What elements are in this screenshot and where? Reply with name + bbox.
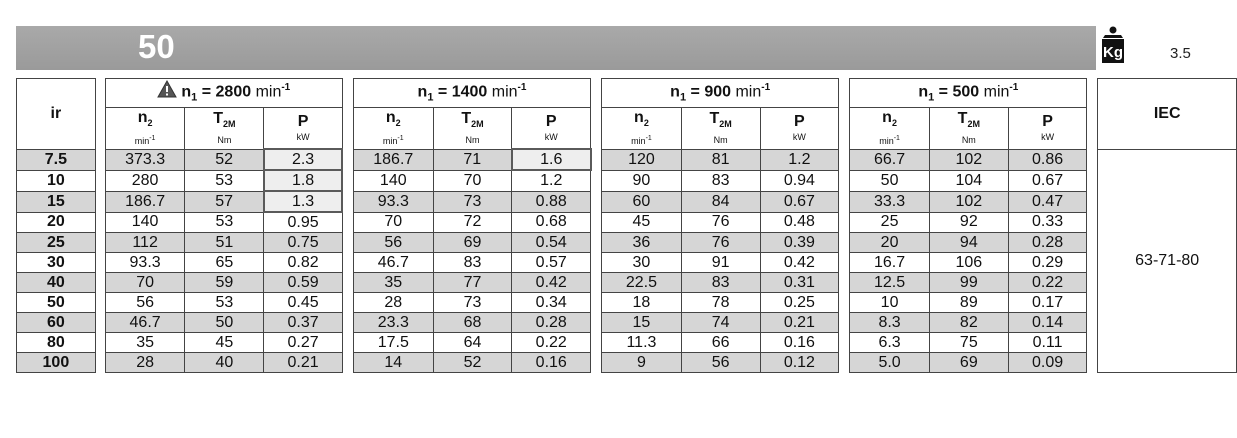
power-cell: 0.94 [760, 170, 839, 191]
power-cell: 0.28 [1008, 233, 1087, 253]
power-cell: 1.3 [264, 191, 343, 212]
n2-cell: 17.5 [353, 333, 433, 353]
n2-cell: 56 [105, 293, 185, 313]
n2-cell: 186.7 [353, 149, 433, 170]
torque-cell: 56 [681, 353, 760, 373]
torque-cell: 68 [433, 313, 512, 333]
n2-header: $n_2$ $\min^{-1}$ [602, 107, 682, 149]
power-cell: 0.12 [760, 353, 839, 373]
speed-group-header: $n_1 = 500$ $\min^{-1}$ [850, 79, 1087, 108]
power-cell: 0.11 [1008, 333, 1087, 353]
n2-cell: 11.3 [602, 333, 682, 353]
n2-cell: 18 [602, 293, 682, 313]
weight-value: 3.5 [1170, 45, 1191, 62]
torque-cell: 64 [433, 333, 512, 353]
torque-cell: 53 [185, 170, 264, 191]
torque-cell: 104 [929, 170, 1008, 191]
title-banner [16, 26, 1096, 70]
torque-cell: 71 [433, 149, 512, 170]
n2-cell: 28 [105, 353, 185, 373]
torque-cell: 78 [681, 293, 760, 313]
power-cell: 1.6 [512, 149, 591, 170]
power-cell: 2.3 [264, 149, 343, 170]
n2-cell: 14 [353, 353, 433, 373]
torque-cell: 51 [185, 233, 264, 253]
power-cell: 0.27 [264, 333, 343, 353]
power-cell: 0.25 [760, 293, 839, 313]
n2-cell: 46.7 [105, 313, 185, 333]
power-header: P kW [760, 107, 839, 149]
svg-text:Kg: Kg [1103, 44, 1123, 61]
speed-group-header: $n_1 = 2800$ $\min^{-1}$ [105, 79, 342, 108]
n2-cell: 45 [602, 212, 682, 233]
warning-icon [157, 80, 177, 98]
n2-cell: 6.3 [850, 333, 930, 353]
torque-cell: 102 [929, 149, 1008, 170]
n2-cell: 56 [353, 233, 433, 253]
ratio-cell: 25 [17, 233, 96, 253]
n2-cell: 186.7 [105, 191, 185, 212]
power-cell: 0.33 [1008, 212, 1087, 233]
power-cell: 0.48 [760, 212, 839, 233]
torque-cell: 65 [185, 253, 264, 273]
power-cell: 0.42 [512, 273, 591, 293]
power-cell: 0.21 [760, 313, 839, 333]
torque-header: $T_{2M}$ Nm [681, 107, 760, 149]
torque-cell: 94 [929, 233, 1008, 253]
ratio-cell: 40 [17, 273, 96, 293]
power-cell: 0.54 [512, 233, 591, 253]
torque-cell: 102 [929, 191, 1008, 212]
table-row [17, 273, 1237, 293]
ratio-cell: 100 [17, 353, 96, 373]
n2-cell: 112 [105, 233, 185, 253]
table-row [17, 293, 1237, 313]
torque-cell: 83 [433, 253, 512, 273]
torque-cell: 92 [929, 212, 1008, 233]
torque-cell: 73 [433, 293, 512, 313]
n2-header: $n_2$ $\min^{-1}$ [105, 107, 185, 149]
power-cell: 0.39 [760, 233, 839, 253]
n2-cell: 15 [602, 313, 682, 333]
n2-cell: 35 [105, 333, 185, 353]
power-cell: 1.8 [264, 170, 343, 191]
iec-value: 63-71-80 [1098, 149, 1237, 373]
n2-cell: 5.0 [850, 353, 930, 373]
torque-cell: 82 [929, 313, 1008, 333]
torque-cell: 57 [185, 191, 264, 212]
ratio-cell: 15 [17, 191, 96, 212]
n2-cell: 23.3 [353, 313, 433, 333]
torque-cell: 77 [433, 273, 512, 293]
n2-cell: 90 [602, 170, 682, 191]
iec-header: IEC [1098, 79, 1237, 150]
performance-table [16, 78, 1237, 373]
table-row [17, 212, 1237, 233]
n2-cell: 46.7 [353, 253, 433, 273]
torque-cell: 66 [681, 333, 760, 353]
ratio-cell: 20 [17, 212, 96, 233]
power-cell: 0.67 [1008, 170, 1087, 191]
n2-cell: 33.3 [850, 191, 930, 212]
torque-cell: 83 [681, 170, 760, 191]
power-cell: 0.47 [1008, 191, 1087, 212]
n2-cell: 8.3 [850, 313, 930, 333]
n2-cell: 20 [850, 233, 930, 253]
n2-cell: 140 [353, 170, 433, 191]
torque-header: $T_{2M}$ Nm [433, 107, 512, 149]
ratio-cell: 50 [17, 293, 96, 313]
power-header: P kW [264, 107, 343, 149]
ratio-cell: 30 [17, 253, 96, 273]
torque-cell: 70 [433, 170, 512, 191]
ratio-cell: 60 [17, 313, 96, 333]
torque-cell: 76 [681, 212, 760, 233]
n2-cell: 140 [105, 212, 185, 233]
torque-header: $T_{2M}$ Nm [929, 107, 1008, 149]
torque-cell: 72 [433, 212, 512, 233]
torque-cell: 50 [185, 313, 264, 333]
power-cell: 0.82 [264, 253, 343, 273]
ratio-cell: 10 [17, 170, 96, 191]
ratio-cell: 80 [17, 333, 96, 353]
torque-cell: 76 [681, 233, 760, 253]
table-row [17, 149, 1237, 170]
n2-cell: 28 [353, 293, 433, 313]
n2-cell: 9 [602, 353, 682, 373]
n2-cell: 70 [105, 273, 185, 293]
power-cell: 0.88 [512, 191, 591, 212]
torque-cell: 75 [929, 333, 1008, 353]
ratio-cell: 7.5 [17, 149, 96, 170]
torque-cell: 106 [929, 253, 1008, 273]
torque-cell: 52 [433, 353, 512, 373]
table-row [17, 191, 1237, 212]
power-header: P kW [1008, 107, 1087, 149]
torque-cell: 69 [433, 233, 512, 253]
n2-cell: 12.5 [850, 273, 930, 293]
power-cell: 0.14 [1008, 313, 1087, 333]
power-cell: 0.86 [1008, 149, 1087, 170]
power-cell: 0.28 [512, 313, 591, 333]
power-cell: 0.59 [264, 273, 343, 293]
torque-cell: 52 [185, 149, 264, 170]
power-cell: 0.42 [760, 253, 839, 273]
speed-group-header: $n_1 = 900$ $\min^{-1}$ [602, 79, 839, 108]
power-cell: 0.68 [512, 212, 591, 233]
power-cell: 0.34 [512, 293, 591, 313]
n2-cell: 373.3 [105, 149, 185, 170]
power-cell: 0.16 [512, 353, 591, 373]
power-cell: 0.22 [1008, 273, 1087, 293]
n2-cell: 66.7 [850, 149, 930, 170]
torque-cell: 59 [185, 273, 264, 293]
torque-cell: 69 [929, 353, 1008, 373]
power-cell: 0.31 [760, 273, 839, 293]
n2-cell: 120 [602, 149, 682, 170]
n2-cell: 10 [850, 293, 930, 313]
power-cell: 0.37 [264, 313, 343, 333]
ir-header: ir [17, 79, 96, 150]
n2-cell: 60 [602, 191, 682, 212]
speed-group-header: $n_1 = 1400$ $\min^{-1}$ [353, 79, 590, 108]
torque-cell: 83 [681, 273, 760, 293]
power-cell: 0.57 [512, 253, 591, 273]
table-row [17, 313, 1237, 333]
n2-cell: 16.7 [850, 253, 930, 273]
torque-cell: 91 [681, 253, 760, 273]
power-header: P kW [512, 107, 591, 149]
torque-cell: 89 [929, 293, 1008, 313]
n2-cell: 70 [353, 212, 433, 233]
power-cell: 0.67 [760, 191, 839, 212]
torque-cell: 73 [433, 191, 512, 212]
table-row [17, 233, 1237, 253]
torque-cell: 45 [185, 333, 264, 353]
power-cell: 0.95 [264, 212, 343, 233]
table-row [17, 353, 1237, 373]
table-row [17, 170, 1237, 191]
torque-cell: 40 [185, 353, 264, 373]
n2-cell: 93.3 [105, 253, 185, 273]
torque-cell: 53 [185, 293, 264, 313]
power-cell: 0.09 [1008, 353, 1087, 373]
torque-cell: 74 [681, 313, 760, 333]
gearbox-size: 50 [138, 28, 175, 65]
power-cell: 1.2 [512, 170, 591, 191]
weight-kg-icon [1101, 26, 1125, 64]
torque-cell: 99 [929, 273, 1008, 293]
power-cell: 0.45 [264, 293, 343, 313]
n2-cell: 35 [353, 273, 433, 293]
n2-cell: 30 [602, 253, 682, 273]
n2-header: $n_2$ $\min^{-1}$ [850, 107, 930, 149]
torque-cell: 81 [681, 149, 760, 170]
torque-cell: 84 [681, 191, 760, 212]
torque-header: $T_{2M}$ Nm [185, 107, 264, 149]
n2-header: $n_2$ $\min^{-1}$ [353, 107, 433, 149]
power-cell: 0.75 [264, 233, 343, 253]
table-row [17, 333, 1237, 353]
n2-cell: 280 [105, 170, 185, 191]
power-cell: 0.16 [760, 333, 839, 353]
n2-cell: 50 [850, 170, 930, 191]
n2-cell: 36 [602, 233, 682, 253]
n2-cell: 25 [850, 212, 930, 233]
n2-cell: 22.5 [602, 273, 682, 293]
power-cell: 1.2 [760, 149, 839, 170]
power-cell: 0.22 [512, 333, 591, 353]
power-cell: 0.17 [1008, 293, 1087, 313]
power-cell: 0.29 [1008, 253, 1087, 273]
n2-cell: 93.3 [353, 191, 433, 212]
table-row [17, 253, 1237, 273]
torque-cell: 53 [185, 212, 264, 233]
power-cell: 0.21 [264, 353, 343, 373]
